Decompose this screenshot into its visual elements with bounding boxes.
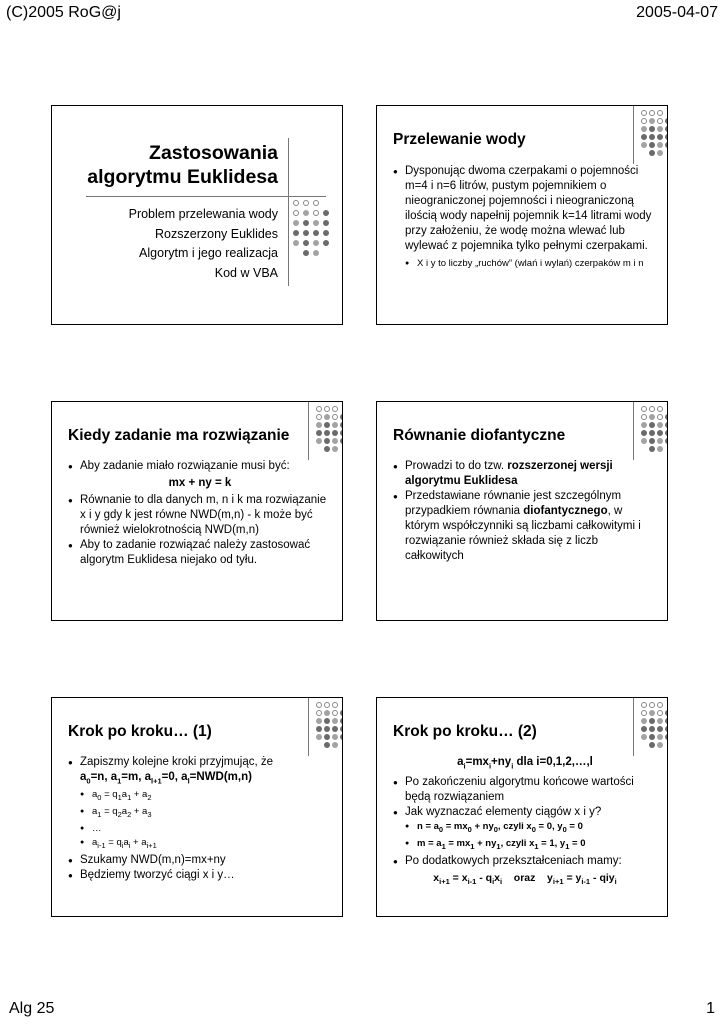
equation: mx + ny = k [168,477,232,489]
list-item: ● Przedstawiane równanie jest szczególnym przypadkiem równania diofantycznego, w którym współczynniki są liczbami całkowitymi i rozwiązanie również składa się z liczb całkowitych [393,489,657,564]
list-subitem: ● X i y to liczby „ruchów” (wlań i wylań) czerpaków m i n [405,257,657,271]
slide-3 [51,401,343,621]
slide-title: Krok po kroku… (1) [68,723,212,740]
list-item: ● Zapiszmy kolejne kroki przyjmując, że $a_0=n$, $a_1=m$, $a_{l+1}=0$, $a_l=NWD(m,n)$ [68,755,332,788]
bullet-list [393,459,657,564]
list-item: ● Po dodatkowych przekształceniach mamy: [393,854,657,869]
slide-1 [51,105,343,325]
slide-4 [376,401,668,621]
divider-vertical [633,402,634,460]
divider-horizontal [86,196,326,197]
list-item: ● Prowadzi to do tzw. rozszerzonej wersji algorytmu Euklidesa [393,459,657,489]
list-subitem: ● $a_0 = q_1a_1 + a_2$ [80,788,332,805]
list-item: ● Szukamy NWD(m,n)=mx+ny [68,853,332,868]
bullet-list [393,164,657,271]
bullet-list [393,755,657,889]
header-left: (C)2005 RoG@j [6,4,121,21]
topic-item: Problem przelewania wody [128,207,278,221]
list-subitem: ● $a_{i-1} = q_ia_i + a_{i+1}$ [80,836,332,853]
list-subitem: ● $a_1 = q_2a_2 + a_3$ [80,805,332,822]
divider-vertical [308,402,309,460]
equation: $x_{i+1} = x_{i-1} - q_ix_i$ oraz $y_{i+1} = y_{i-1} - qiy_i$ [433,872,617,887]
list-item: ● Równanie to dla danych m, n i k ma rozwiązanie x i y gdy k jest równe NWD(m,n) - k może być również wielokrotnością NWD(m,n) [68,493,332,538]
topic-item: Rozszerzony Euklides [155,226,278,241]
slide-title: Równanie diofantyczne [393,427,566,444]
slide-title: Przelewanie wody [393,131,526,148]
slide-title: Krok po kroku… (2) [393,723,537,740]
footer-left: Alg 25 [9,1000,55,1017]
slide-title: Zastosowania algorytmu Euklidesa [87,142,278,188]
slide-title: Kiedy zadanie ma rozwiązanie [68,427,290,444]
divider-vertical [633,698,634,756]
list-item: ● Po zakończeniu algorytmu końcowe wartości będą rozwiązaniem [393,775,657,805]
list-item: ● Aby zadanie miało rozwiązanie musi być: [68,459,332,474]
divider-vertical [308,698,309,756]
bullet-list [68,459,332,568]
slide-5 [51,697,343,917]
list-subitem: ● … [80,822,332,836]
list-item: ● Aby to zadanie rozwiązać należy zastosować algorytm Euklidesa niejako od tyłu. [68,538,332,568]
list-subitem: ● $n = a_0 = mx_0 + ny_0$, czyli $x_0 = 0$, $y_0 = 0$ [405,820,657,837]
divider-vertical [633,106,634,164]
topic-item: Kod w VBA [214,265,278,280]
divider-vertical [288,138,289,286]
list-item: ● Dysponując dwoma czerpakami o pojemności m=4 i n=6 litrów, pustym pojemnikiem o nieograniczonej pojemności i nieograniczoną ilością wody napełnij pojemnik k=14 litrami wody przy założeniu, że wodę można wlewać lub wylewać z pojemnika tylko pełnymi czerpakami. [393,164,657,254]
slide-6 [376,697,668,917]
equation: $a_i=mx_i+ny_i$ dla i=0,1,2,…,l [457,756,593,771]
header-date: 2005-04-07 [636,4,718,21]
slide-2 [376,105,668,325]
bullet-list [68,755,332,883]
list-subitem: ● $m = a_1 = mx_1 + ny_1$, czyli $x_1 = 1$, $y_1 = 0$ [405,837,657,854]
list-item: ● Jak wyznaczać elementy ciągów x i y? [393,805,657,820]
page-number: 1 [706,1000,715,1017]
topic-list [129,205,278,283]
list-item: ● Będziemy tworzyć ciągi x i y… [68,868,332,883]
topic-item: Algorytm i jego realizacja [139,246,278,260]
